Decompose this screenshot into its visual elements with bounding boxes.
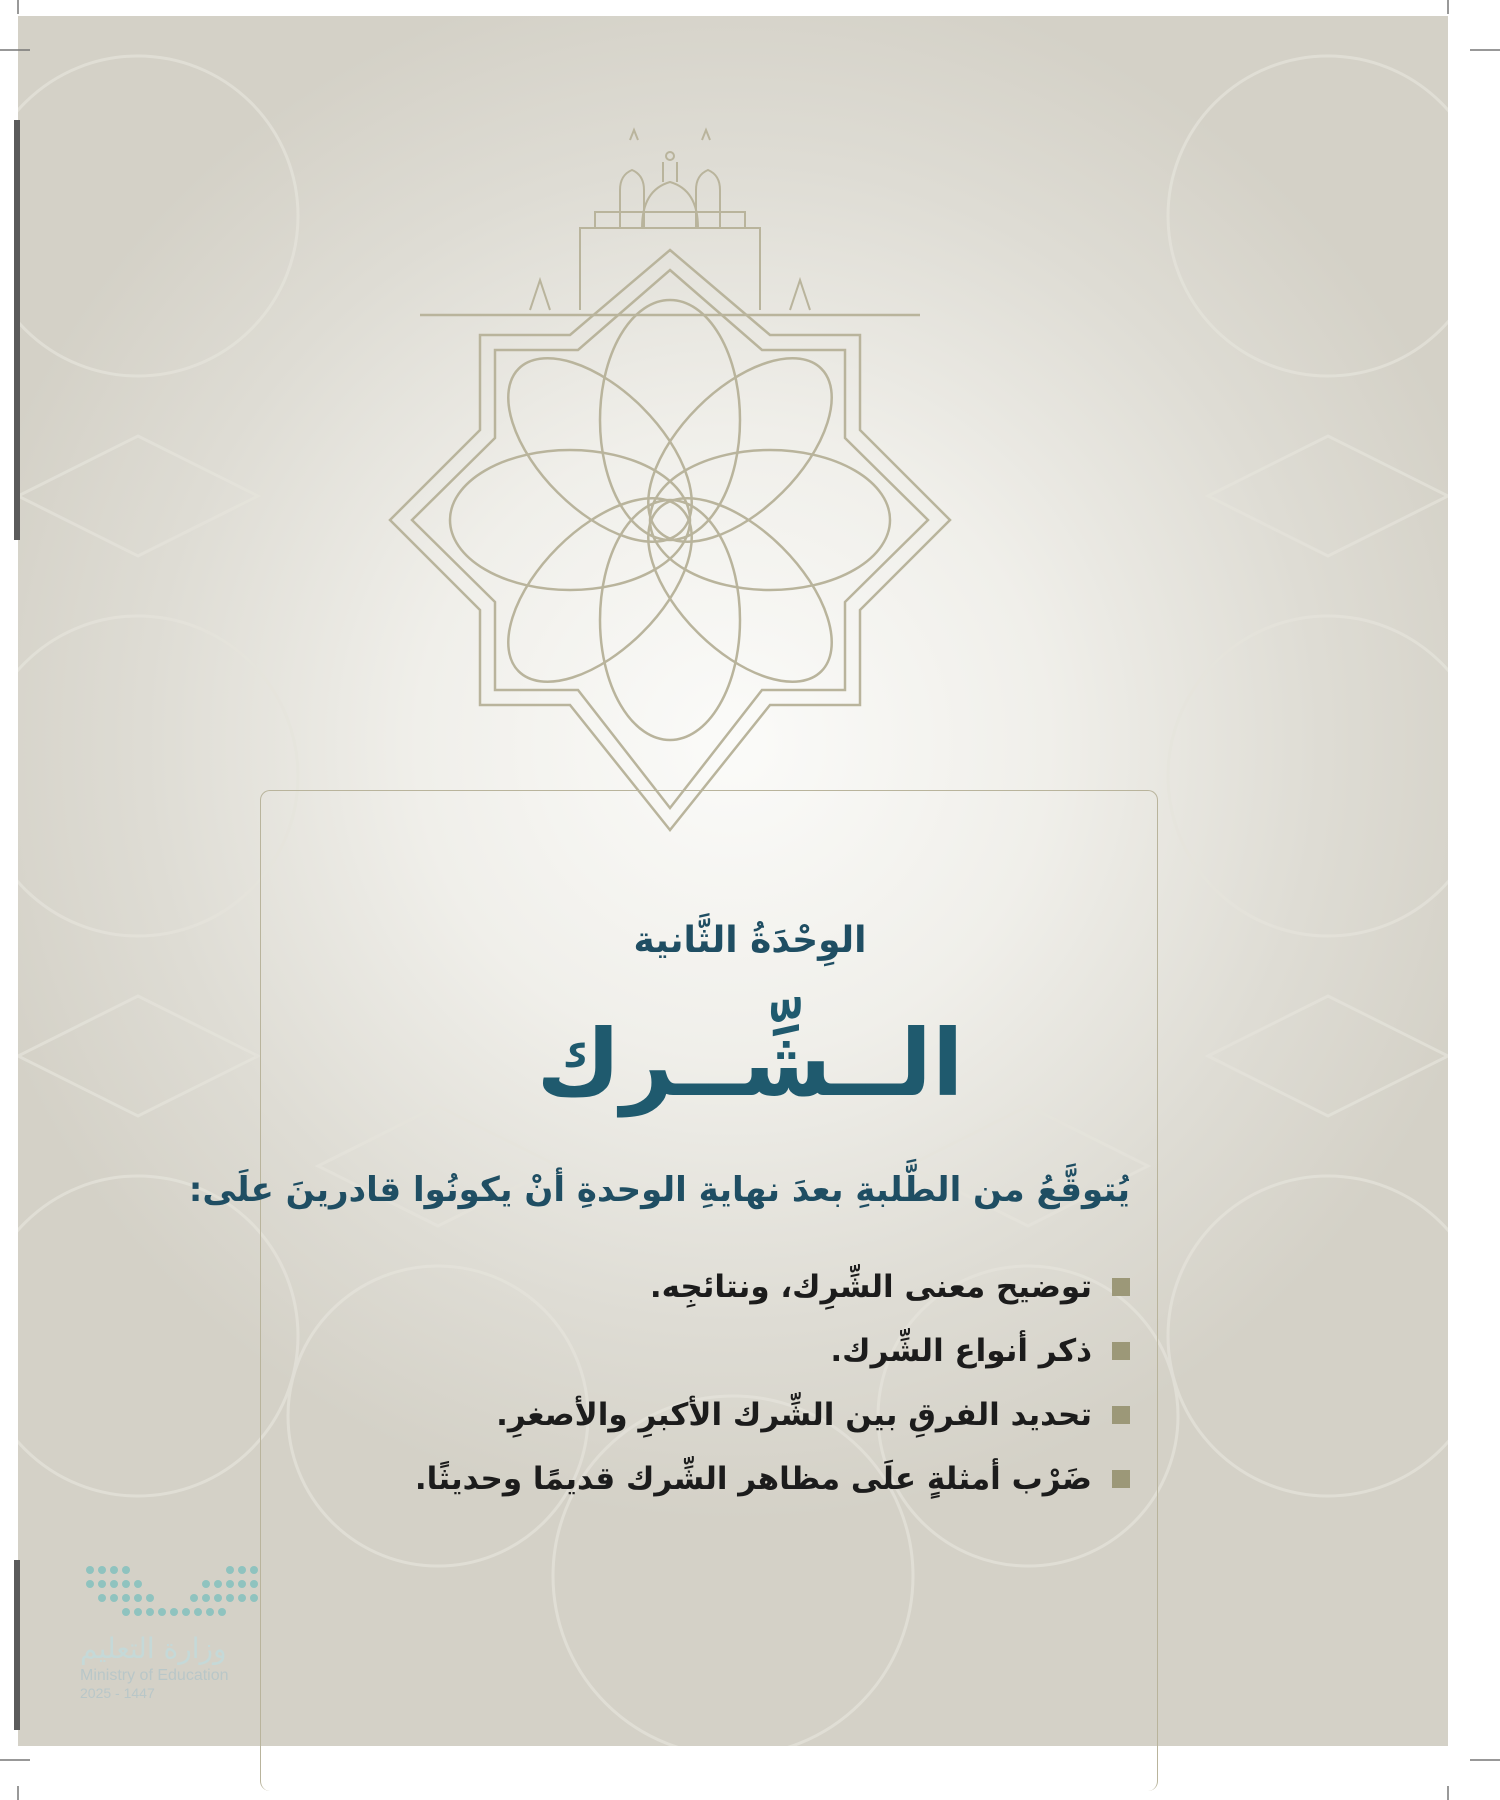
objective-text: تحديد الفرقِ بين الشِّرك الأكبرِ والأصغرِ. [496,1397,1092,1433]
square-bullet-icon [1112,1406,1130,1424]
intro-text: يُتوقَّعُ من الطَّلبةِ بعدَ نهايةِ الوحدةِ أنْ يكونُوا قادرينَ علَى: [188,1170,1130,1210]
unit-label: الوِحْدَةُ الثَّانية [633,920,867,961]
mosque-icon [530,130,810,310]
square-bullet-icon [1112,1278,1130,1296]
objective-text: ذكر أنواع الشِّرك. [830,1333,1092,1369]
unit-title: الــشِّــرك [536,1010,964,1117]
objective-text: ضَرْب أمثلةٍ علَى مظاهر الشِّرك قديمًا وحديثًا. [414,1461,1092,1497]
objectives-list [415,1255,1130,1511]
ministry-dots-logo-icon [80,1560,270,1620]
list-item [415,1447,1130,1511]
logo-year: 2025 - 1447 [80,1685,155,1701]
list-item [415,1383,1130,1447]
margin-bar-top [14,120,20,540]
square-bullet-icon [1112,1342,1130,1360]
objective-text: توضيح معنى الشِّرِك، ونتائجِه. [649,1269,1092,1305]
list-item [415,1319,1130,1383]
square-bullet-icon [1112,1470,1130,1488]
logo-arabic-text: وزارة التعليم [80,1632,227,1665]
list-item [415,1255,1130,1319]
mosque-star-ornament-icon [380,120,960,860]
logo-english-text: Ministry of Education [80,1667,229,1684]
margin-bar-bottom [14,1560,20,1730]
ministry-logo [80,1560,280,1730]
